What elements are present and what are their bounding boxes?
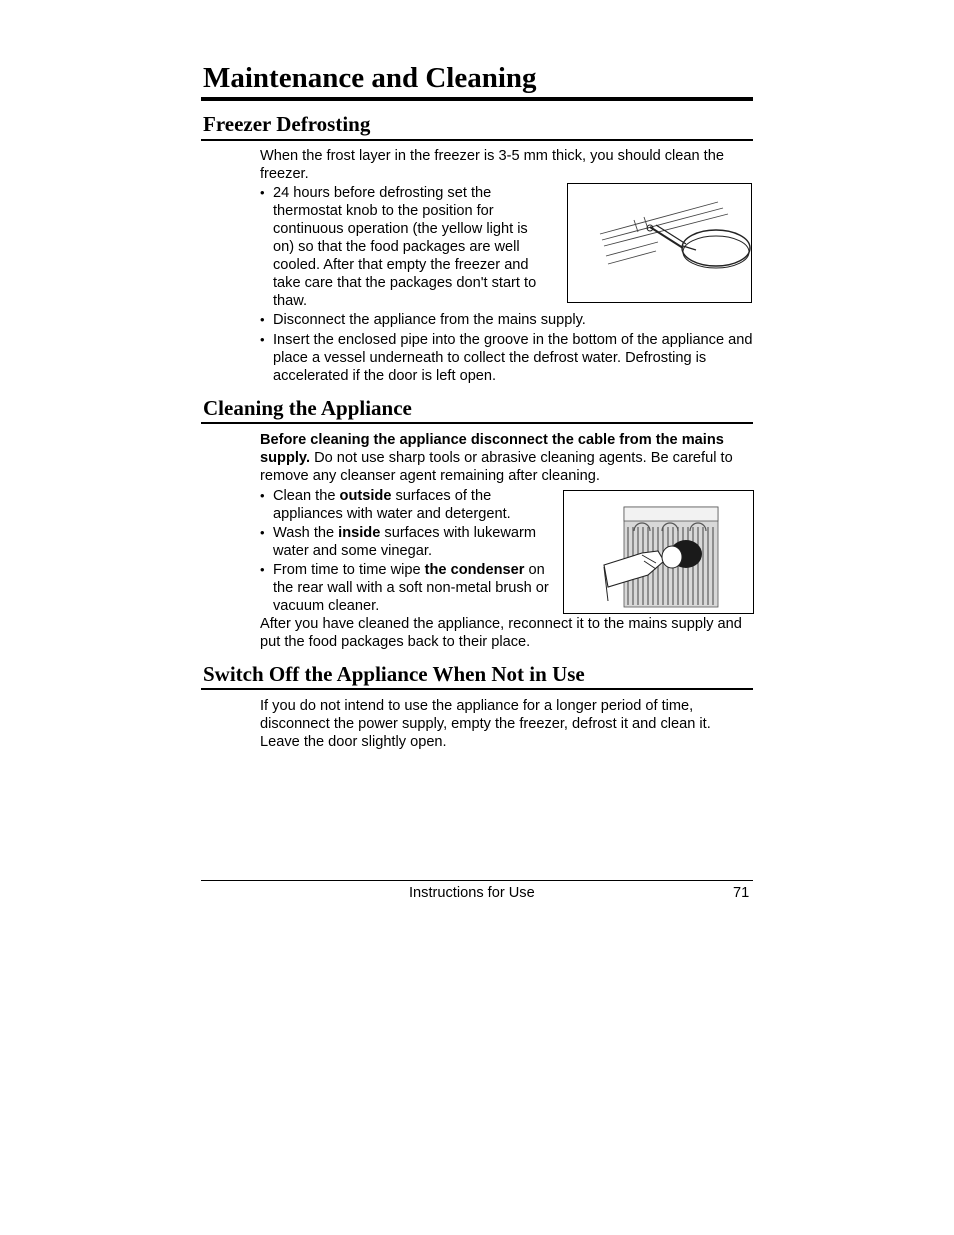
cleaning-warning: Before cleaning the appliance disconnect the cable from the mains supply. bbox=[260, 432, 724, 466]
bullet-text: surfaces with lukewarm water and some vinegar. bbox=[273, 525, 537, 559]
cleaning-intro bbox=[260, 431, 752, 485]
section-rule bbox=[201, 688, 753, 690]
defrost-intro: When the frost layer in the freezer is 3-5 mm thick, you should clean the freezer. bbox=[260, 148, 724, 182]
defrost-bullet-1: • 24 hours before defrosting set the thermostat knob to the position for continuous operation (the yellow light is on) so that the food packages are well cooled. After that empty the freezer and take care that the packages don't start to thaw. bbox=[260, 184, 549, 310]
defrost-pipe-illustration bbox=[567, 183, 752, 303]
bullet-text: Wash the bbox=[273, 525, 335, 541]
heading-cleaning: Cleaning the Appliance bbox=[203, 396, 412, 420]
heading-freezer-defrosting: Freezer Defrosting bbox=[203, 112, 371, 136]
cleaning-bullet-1 bbox=[260, 487, 549, 523]
title-rule bbox=[201, 97, 753, 101]
page-title: Maintenance and Cleaning bbox=[203, 62, 537, 94]
defrost-bullet-2: • Disconnect the appliance from the mains supply. bbox=[260, 311, 753, 329]
switch-off-text: If you do not intend to use the appliance for a longer period of time, disconnect the power supply, empty the freezer, defrost it and clean it. Leave the door slightly open. bbox=[260, 698, 711, 750]
bullet-text: on the rear wall with a soft non-metal brush or vacuum cleaner. bbox=[273, 562, 549, 614]
section-rule bbox=[201, 139, 753, 141]
bullet-emphasis: outside bbox=[339, 488, 392, 504]
cleaning-bullet-3 bbox=[260, 561, 549, 615]
defrost-pipe-drawing bbox=[568, 184, 751, 302]
bullet-text: From time to time wipe bbox=[273, 562, 421, 578]
condenser-cleaning-illustration bbox=[563, 490, 754, 614]
bullet-emphasis: inside bbox=[338, 525, 381, 541]
cleaning-bullet-2 bbox=[260, 524, 549, 560]
footer-label: Instructions for Use bbox=[409, 885, 535, 901]
bullet-emphasis: the condenser bbox=[424, 562, 525, 578]
condenser-brush-drawing bbox=[564, 491, 753, 613]
defrost-bullet-3: • Insert the enclosed pipe into the groove in the bottom of the appliance and place a vessel underneath to collect the defrost water. Defrosting is accelerated if the door is left open. bbox=[260, 331, 753, 385]
footer-rule bbox=[201, 880, 753, 881]
page-number: 71 bbox=[733, 885, 750, 901]
section-rule bbox=[201, 422, 753, 424]
cleaning-intro-rest: Do not use sharp tools or abrasive cleaning agents. Be careful to remove any cleanser agent remaining after cleaning. bbox=[260, 450, 733, 484]
cleaning-outro: After you have cleaned the appliance, reconnect it to the mains supply and put the food packages back to their place. bbox=[260, 616, 742, 650]
bullet-text: Clean the bbox=[273, 488, 336, 504]
heading-switch-off: Switch Off the Appliance When Not in Use bbox=[203, 662, 585, 686]
bullet-text: surfaces of the appliances with water and detergent. bbox=[273, 488, 511, 522]
